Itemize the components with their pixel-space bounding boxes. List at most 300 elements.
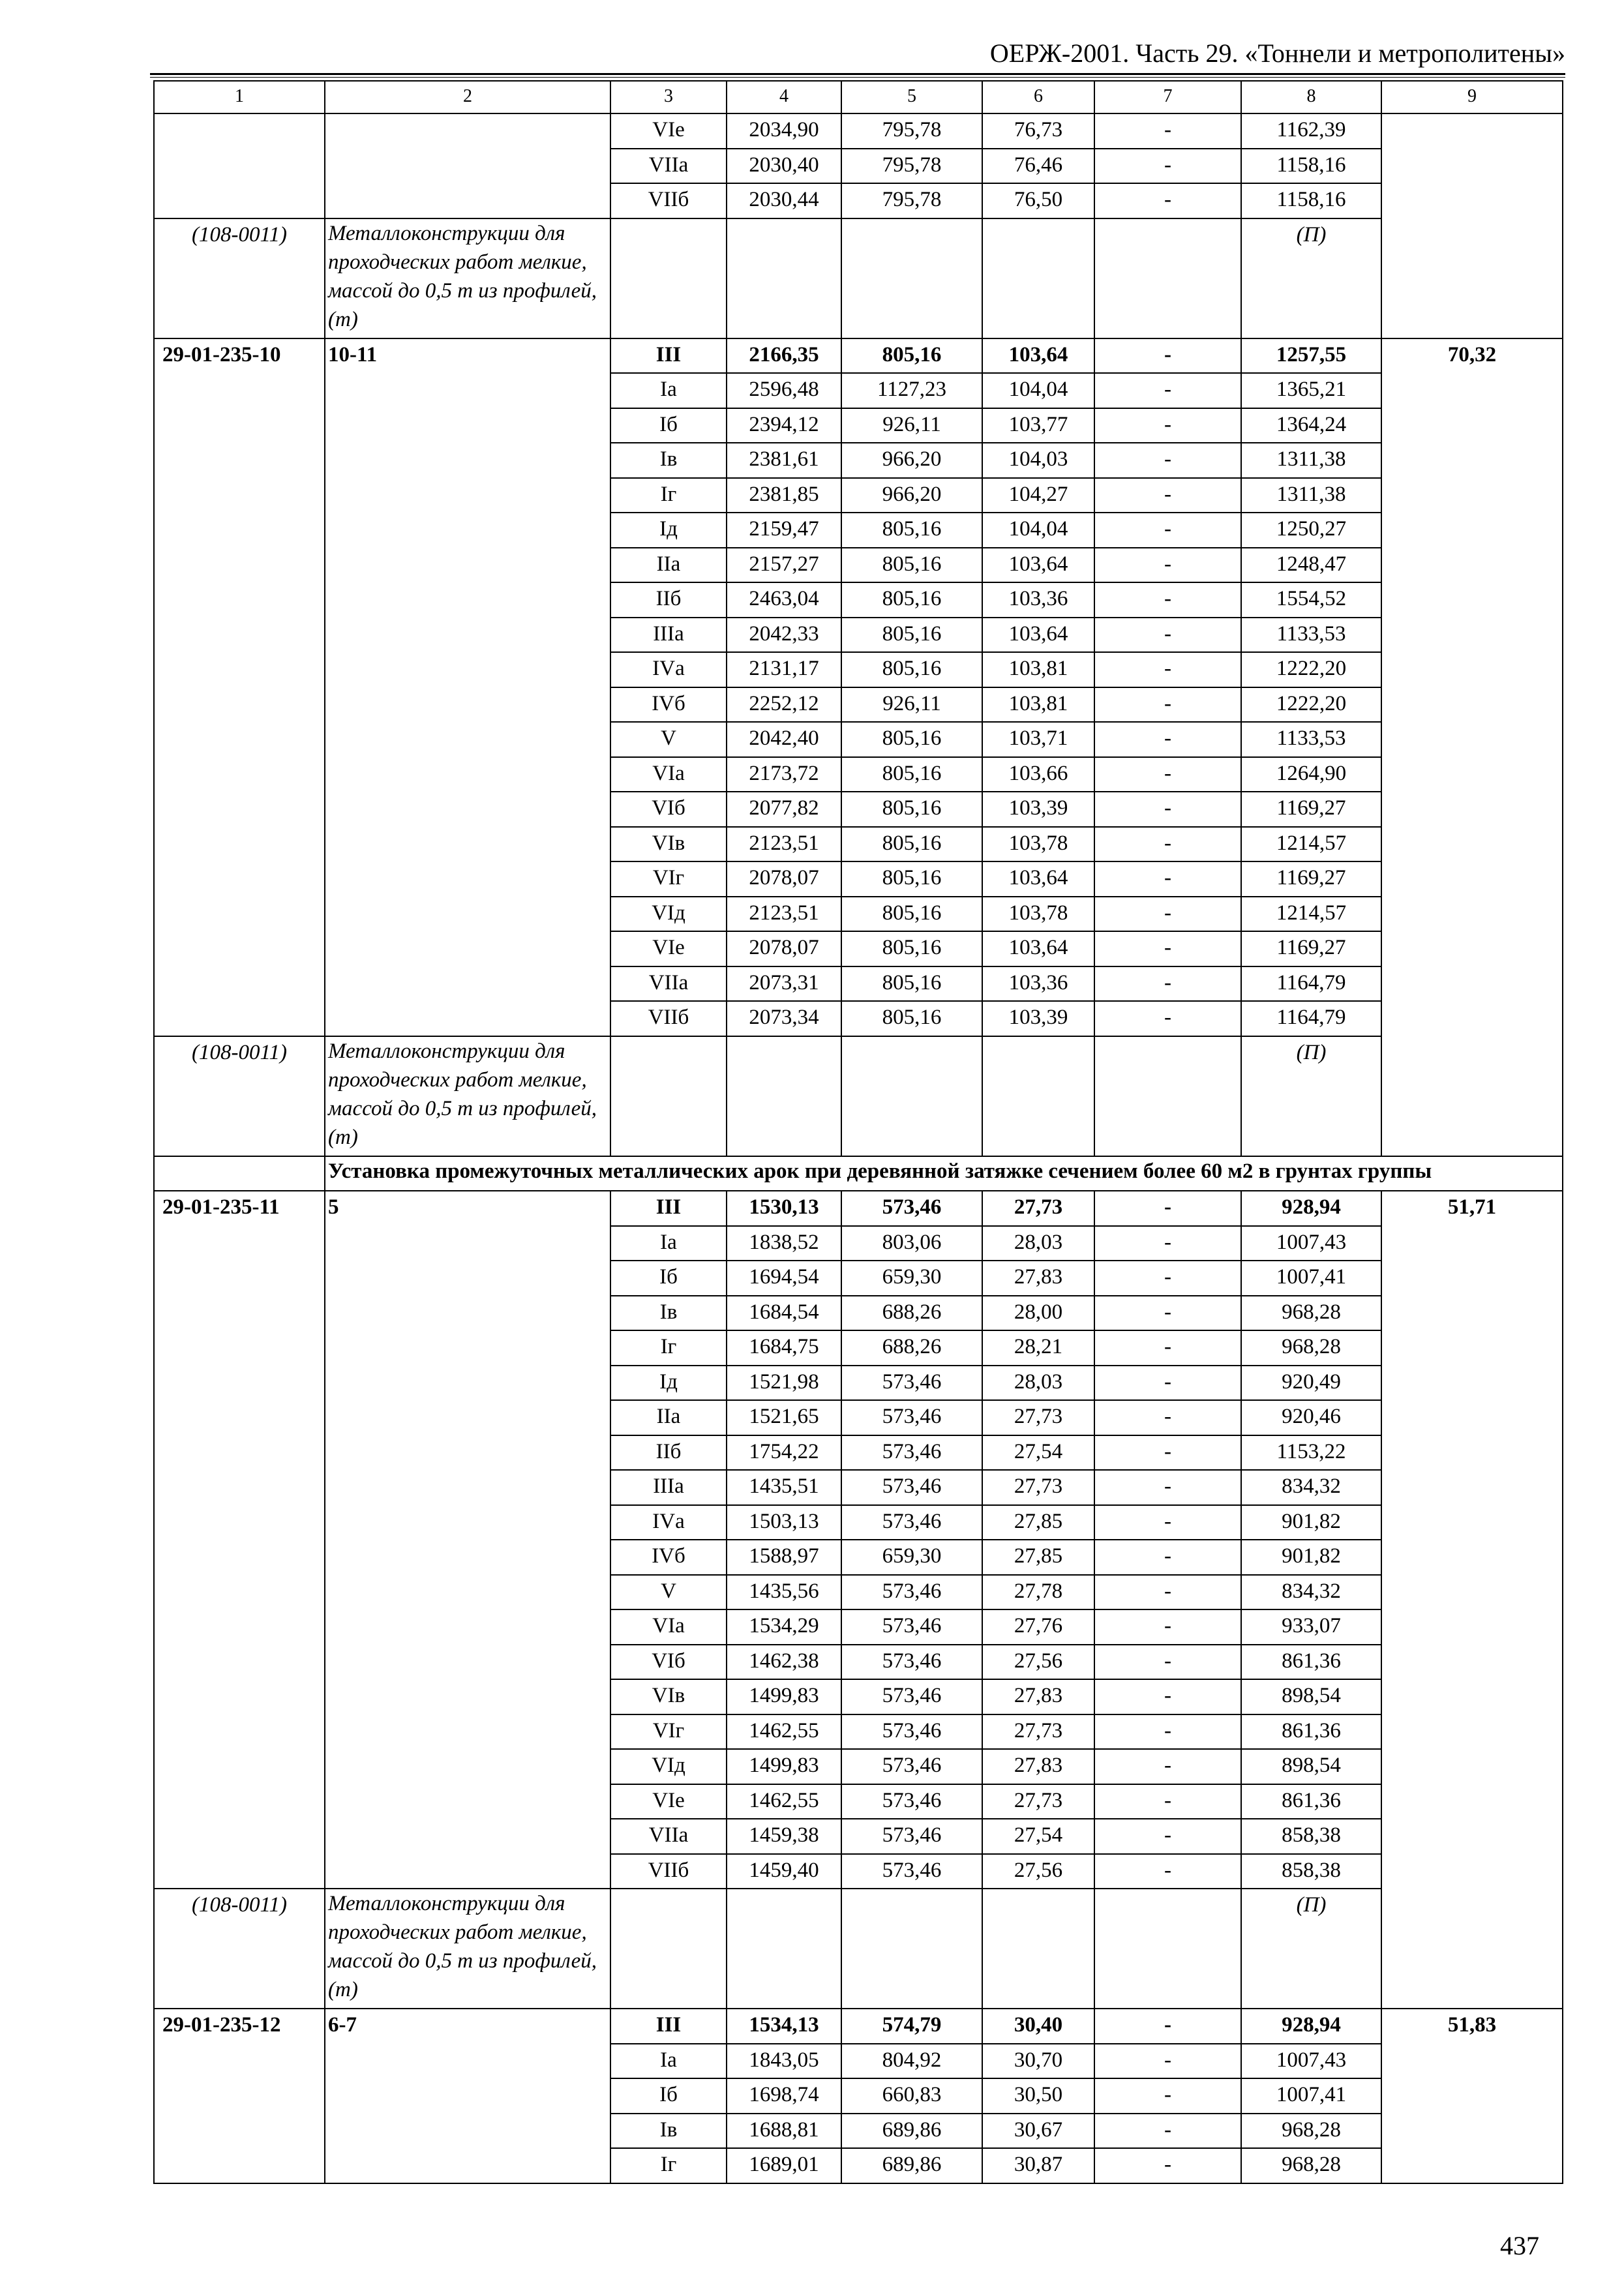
value-cell: 1843,05 bbox=[727, 2044, 841, 2079]
soil-group-cell: 10-11 bbox=[325, 338, 610, 1036]
value-cell: - bbox=[1094, 2114, 1241, 2149]
value-cell: 1459,40 bbox=[727, 1854, 841, 1889]
value-cell: 1250,27 bbox=[1241, 513, 1381, 548]
soil-group-cell bbox=[325, 113, 610, 218]
value-cell: 573,46 bbox=[841, 1400, 982, 1435]
value-cell: 573,46 bbox=[841, 1819, 982, 1854]
value-cell: 30,40 bbox=[982, 2009, 1094, 2044]
value-cell: 103,36 bbox=[982, 582, 1094, 618]
resource-category: (П) bbox=[1241, 218, 1381, 338]
value-cell: 1499,83 bbox=[727, 1679, 841, 1714]
empty-cell bbox=[982, 1889, 1094, 2009]
value-cell: - bbox=[1094, 582, 1241, 618]
value-cell: 1007,43 bbox=[1241, 2044, 1381, 2079]
value-cell: 805,16 bbox=[841, 1001, 982, 1036]
value-cell: 30,67 bbox=[982, 2114, 1094, 2149]
value-cell: 1127,23 bbox=[841, 373, 982, 408]
empty-cell bbox=[982, 218, 1094, 338]
value-cell: 28,03 bbox=[982, 1366, 1094, 1401]
value-cell: 2077,82 bbox=[727, 792, 841, 827]
header-rule bbox=[150, 73, 1565, 75]
value-cell: 27,73 bbox=[982, 1400, 1094, 1435]
value-cell: - bbox=[1094, 1714, 1241, 1750]
value-cell: - bbox=[1094, 1001, 1241, 1036]
value-cell: 805,16 bbox=[841, 792, 982, 827]
value-cell: 27,83 bbox=[982, 1679, 1094, 1714]
value-cell: 2463,04 bbox=[727, 582, 841, 618]
header-rule-thin bbox=[150, 77, 1565, 78]
col9-cell: 51,83 bbox=[1381, 2009, 1563, 2183]
value-cell: VIд bbox=[610, 1749, 727, 1784]
value-cell: 2030,44 bbox=[727, 183, 841, 218]
value-cell: - bbox=[1094, 687, 1241, 723]
resource-code: (108-0011) bbox=[154, 1889, 325, 2009]
value-cell: 795,78 bbox=[841, 113, 982, 149]
value-cell: 1214,57 bbox=[1241, 827, 1381, 862]
value-cell: 573,46 bbox=[841, 1749, 982, 1784]
value-cell: 2131,17 bbox=[727, 652, 841, 687]
value-cell: 573,46 bbox=[841, 1609, 982, 1645]
value-cell: 28,00 bbox=[982, 1296, 1094, 1331]
section-title-spacer bbox=[154, 1156, 325, 1191]
resource-note-row bbox=[154, 1036, 1563, 1156]
value-cell: - bbox=[1094, 548, 1241, 583]
resource-category: (П) bbox=[1241, 1889, 1381, 2009]
value-cell: - bbox=[1094, 1400, 1241, 1435]
value-cell: - bbox=[1094, 2078, 1241, 2114]
value-cell: - bbox=[1094, 1749, 1241, 1784]
value-cell: Iб bbox=[610, 1261, 727, 1296]
value-cell: 2034,90 bbox=[727, 113, 841, 149]
resource-note-row bbox=[154, 1889, 1563, 2009]
value-cell: - bbox=[1094, 931, 1241, 966]
value-cell: 2381,85 bbox=[727, 478, 841, 513]
value-cell: 573,46 bbox=[841, 1575, 982, 1610]
column-number: 7 bbox=[1094, 81, 1241, 113]
value-cell: - bbox=[1094, 2044, 1241, 2079]
value-cell: IIIа bbox=[610, 1470, 727, 1505]
value-cell: 30,87 bbox=[982, 2148, 1094, 2183]
value-cell: - bbox=[1094, 1261, 1241, 1296]
value-cell: IIб bbox=[610, 582, 727, 618]
value-cell: 968,28 bbox=[1241, 1330, 1381, 1366]
value-cell: 1169,27 bbox=[1241, 931, 1381, 966]
value-cell: 30,50 bbox=[982, 2078, 1094, 2114]
value-cell: 1153,22 bbox=[1241, 1435, 1381, 1471]
value-cell: 804,92 bbox=[841, 2044, 982, 2079]
value-cell: 858,38 bbox=[1241, 1819, 1381, 1854]
value-cell: Iа bbox=[610, 1226, 727, 1261]
value-cell: 805,16 bbox=[841, 618, 982, 653]
value-cell: 898,54 bbox=[1241, 1679, 1381, 1714]
value-cell: VIа bbox=[610, 757, 727, 792]
value-cell: 805,16 bbox=[841, 757, 982, 792]
value-cell: - bbox=[1094, 183, 1241, 218]
value-cell: 688,26 bbox=[841, 1330, 982, 1366]
value-cell: 573,46 bbox=[841, 1645, 982, 1680]
resource-description: Металлоконструкции для проходческих работ мелкие, массой до 0,5 т из профилей, (т) bbox=[325, 218, 610, 338]
value-cell: 30,70 bbox=[982, 2044, 1094, 2079]
value-cell: 27,83 bbox=[982, 1261, 1094, 1296]
value-cell: 2159,47 bbox=[727, 513, 841, 548]
value-cell: 1459,38 bbox=[727, 1819, 841, 1854]
value-cell: 2166,35 bbox=[727, 338, 841, 374]
soil-group-cell: 6-7 bbox=[325, 2009, 610, 2183]
value-cell: 103,78 bbox=[982, 827, 1094, 862]
value-cell: 861,36 bbox=[1241, 1784, 1381, 1819]
value-cell: 861,36 bbox=[1241, 1645, 1381, 1680]
value-cell: 2157,27 bbox=[727, 548, 841, 583]
value-cell: 805,16 bbox=[841, 827, 982, 862]
column-number: 1 bbox=[154, 81, 325, 113]
value-cell: 27,54 bbox=[982, 1819, 1094, 1854]
empty-cell bbox=[982, 1036, 1094, 1156]
value-cell: V bbox=[610, 1575, 727, 1610]
value-cell: 1169,27 bbox=[1241, 792, 1381, 827]
value-cell: 1164,79 bbox=[1241, 1001, 1381, 1036]
resource-note-row bbox=[154, 218, 1563, 338]
value-cell: III bbox=[610, 338, 727, 374]
value-cell: 2042,40 bbox=[727, 722, 841, 757]
empty-cell bbox=[610, 1036, 727, 1156]
value-cell: 805,16 bbox=[841, 548, 982, 583]
value-cell: 968,28 bbox=[1241, 2148, 1381, 2183]
value-cell: 1684,54 bbox=[727, 1296, 841, 1331]
value-cell: 1248,47 bbox=[1241, 548, 1381, 583]
value-cell: 2123,51 bbox=[727, 897, 841, 932]
value-cell: 834,32 bbox=[1241, 1575, 1381, 1610]
value-cell: V bbox=[610, 722, 727, 757]
value-cell: 103,81 bbox=[982, 687, 1094, 723]
value-cell: 926,11 bbox=[841, 408, 982, 443]
value-cell: VIе bbox=[610, 1784, 727, 1819]
resource-code: (108-0011) bbox=[154, 1036, 325, 1156]
col9-cell bbox=[1381, 113, 1563, 338]
value-cell: VIе bbox=[610, 113, 727, 149]
table-row bbox=[154, 1191, 1563, 1226]
resource-description: Металлоконструкции для проходческих работ мелкие, массой до 0,5 т из профилей, (т) bbox=[325, 1889, 610, 2009]
value-cell: 689,86 bbox=[841, 2148, 982, 2183]
value-cell: - bbox=[1094, 861, 1241, 897]
value-cell: VIв bbox=[610, 827, 727, 862]
empty-cell bbox=[610, 218, 727, 338]
value-cell: - bbox=[1094, 1226, 1241, 1261]
value-cell: 805,16 bbox=[841, 652, 982, 687]
value-cell: 1698,74 bbox=[727, 2078, 841, 2114]
value-cell: 1754,22 bbox=[727, 1435, 841, 1471]
value-cell: Iа bbox=[610, 2044, 727, 2079]
value-cell: 898,54 bbox=[1241, 1749, 1381, 1784]
value-cell: 103,64 bbox=[982, 861, 1094, 897]
value-cell: - bbox=[1094, 408, 1241, 443]
value-cell: 795,78 bbox=[841, 183, 982, 218]
value-cell: 1435,56 bbox=[727, 1575, 841, 1610]
value-cell: - bbox=[1094, 1296, 1241, 1331]
value-cell: 1222,20 bbox=[1241, 687, 1381, 723]
value-cell: 1133,53 bbox=[1241, 722, 1381, 757]
value-cell: III bbox=[610, 1191, 727, 1226]
value-cell: 1158,16 bbox=[1241, 149, 1381, 184]
value-cell: III bbox=[610, 2009, 727, 2044]
value-cell: 2596,48 bbox=[727, 373, 841, 408]
value-cell: - bbox=[1094, 1505, 1241, 1540]
value-cell: VIIа bbox=[610, 966, 727, 1002]
value-cell: 103,64 bbox=[982, 548, 1094, 583]
value-cell: 573,46 bbox=[841, 1714, 982, 1750]
value-cell: 2123,51 bbox=[727, 827, 841, 862]
value-cell: - bbox=[1094, 1645, 1241, 1680]
value-cell: 803,06 bbox=[841, 1226, 982, 1261]
value-cell: - bbox=[1094, 1435, 1241, 1471]
value-cell: - bbox=[1094, 1470, 1241, 1505]
value-cell: 1462,55 bbox=[727, 1784, 841, 1819]
value-cell: 928,94 bbox=[1241, 1191, 1381, 1226]
section-title: Установка промежуточных металлических арок при деревянной затяжке сечением более 60 м2 в грунтах группы bbox=[325, 1156, 1563, 1191]
value-cell: 27,76 bbox=[982, 1609, 1094, 1645]
value-cell: 920,49 bbox=[1241, 1366, 1381, 1401]
empty-cell bbox=[1094, 1036, 1241, 1156]
value-cell: 1462,55 bbox=[727, 1714, 841, 1750]
value-cell: 2252,12 bbox=[727, 687, 841, 723]
rate-code-cell: 29-01-235-12 bbox=[154, 2009, 325, 2183]
value-cell: 27,78 bbox=[982, 1575, 1094, 1610]
value-cell: - bbox=[1094, 113, 1241, 149]
value-cell: 1365,21 bbox=[1241, 373, 1381, 408]
value-cell: 27,54 bbox=[982, 1435, 1094, 1471]
value-cell: 2030,40 bbox=[727, 149, 841, 184]
value-cell: 1222,20 bbox=[1241, 652, 1381, 687]
value-cell: IIа bbox=[610, 548, 727, 583]
value-cell: Iг bbox=[610, 478, 727, 513]
soil-group-cell: 5 bbox=[325, 1191, 610, 1889]
value-cell: 805,16 bbox=[841, 582, 982, 618]
value-cell: 104,04 bbox=[982, 373, 1094, 408]
value-cell: - bbox=[1094, 1854, 1241, 1889]
value-cell: Iа bbox=[610, 373, 727, 408]
value-cell: 103,64 bbox=[982, 618, 1094, 653]
value-cell: 573,46 bbox=[841, 1191, 982, 1226]
value-cell: - bbox=[1094, 1366, 1241, 1401]
value-cell: 1169,27 bbox=[1241, 861, 1381, 897]
section-title-row bbox=[154, 1156, 1563, 1191]
value-cell: 1164,79 bbox=[1241, 966, 1381, 1002]
value-cell: 659,30 bbox=[841, 1261, 982, 1296]
empty-cell bbox=[727, 218, 841, 338]
value-cell: 573,46 bbox=[841, 1784, 982, 1819]
value-cell: 933,07 bbox=[1241, 1609, 1381, 1645]
value-cell: 1264,90 bbox=[1241, 757, 1381, 792]
value-cell: 1534,13 bbox=[727, 2009, 841, 2044]
value-cell: 659,30 bbox=[841, 1540, 982, 1575]
value-cell: 968,28 bbox=[1241, 1296, 1381, 1331]
value-cell: - bbox=[1094, 373, 1241, 408]
resource-category: (П) bbox=[1241, 1036, 1381, 1156]
value-cell: VIIб bbox=[610, 183, 727, 218]
value-cell: - bbox=[1094, 966, 1241, 1002]
resource-description: Металлоконструкции для проходческих работ мелкие, массой до 0,5 т из профилей, (т) bbox=[325, 1036, 610, 1156]
column-number: 2 bbox=[325, 81, 610, 113]
value-cell: 27,73 bbox=[982, 1470, 1094, 1505]
value-cell: IVб bbox=[610, 687, 727, 723]
value-cell: 688,26 bbox=[841, 1296, 982, 1331]
value-cell: 104,27 bbox=[982, 478, 1094, 513]
value-cell: 2078,07 bbox=[727, 861, 841, 897]
value-cell: 1364,24 bbox=[1241, 408, 1381, 443]
value-cell: - bbox=[1094, 757, 1241, 792]
value-cell: 660,83 bbox=[841, 2078, 982, 2114]
value-cell: 968,28 bbox=[1241, 2114, 1381, 2149]
value-cell: 103,81 bbox=[982, 652, 1094, 687]
value-cell: 103,64 bbox=[982, 338, 1094, 374]
value-cell: - bbox=[1094, 513, 1241, 548]
value-cell: Iб bbox=[610, 408, 727, 443]
value-cell: 27,73 bbox=[982, 1714, 1094, 1750]
value-cell: 103,66 bbox=[982, 757, 1094, 792]
value-cell: VIб bbox=[610, 792, 727, 827]
value-cell: - bbox=[1094, 2009, 1241, 2044]
value-cell: 689,86 bbox=[841, 2114, 982, 2149]
value-cell: - bbox=[1094, 1191, 1241, 1226]
resource-code: (108-0011) bbox=[154, 218, 325, 338]
value-cell: 1534,29 bbox=[727, 1609, 841, 1645]
value-cell: 1838,52 bbox=[727, 1226, 841, 1261]
value-cell: VIIа bbox=[610, 1819, 727, 1854]
value-cell: 574,79 bbox=[841, 2009, 982, 2044]
value-cell: VIд bbox=[610, 897, 727, 932]
value-cell: IIIа bbox=[610, 618, 727, 653]
value-cell: 1007,41 bbox=[1241, 1261, 1381, 1296]
value-cell: VIе bbox=[610, 931, 727, 966]
value-cell: 966,20 bbox=[841, 478, 982, 513]
value-cell: - bbox=[1094, 338, 1241, 374]
value-cell: 2394,12 bbox=[727, 408, 841, 443]
rate-code-cell bbox=[154, 113, 325, 218]
value-cell: VIIб bbox=[610, 1001, 727, 1036]
value-cell: 1521,98 bbox=[727, 1366, 841, 1401]
empty-cell bbox=[1094, 1889, 1241, 2009]
value-cell: 901,82 bbox=[1241, 1505, 1381, 1540]
empty-cell bbox=[841, 1036, 982, 1156]
value-cell: - bbox=[1094, 1819, 1241, 1854]
value-cell: Iб bbox=[610, 2078, 727, 2114]
value-cell: - bbox=[1094, 2148, 1241, 2183]
value-cell: - bbox=[1094, 1330, 1241, 1366]
value-cell: IVб bbox=[610, 1540, 727, 1575]
value-cell: VIIа bbox=[610, 149, 727, 184]
value-cell: VIа bbox=[610, 1609, 727, 1645]
value-cell: Iг bbox=[610, 2148, 727, 2183]
value-cell: 1162,39 bbox=[1241, 113, 1381, 149]
value-cell: 795,78 bbox=[841, 149, 982, 184]
value-cell: 104,03 bbox=[982, 443, 1094, 478]
value-cell: 103,78 bbox=[982, 897, 1094, 932]
value-cell: 805,16 bbox=[841, 513, 982, 548]
value-cell: 1435,51 bbox=[727, 1470, 841, 1505]
value-cell: 27,85 bbox=[982, 1540, 1094, 1575]
value-cell: 1311,38 bbox=[1241, 443, 1381, 478]
value-cell: 28,21 bbox=[982, 1330, 1094, 1366]
value-cell: - bbox=[1094, 792, 1241, 827]
value-cell: Iд bbox=[610, 513, 727, 548]
value-cell: 573,46 bbox=[841, 1854, 982, 1889]
value-cell: VIв bbox=[610, 1679, 727, 1714]
column-number: 4 bbox=[727, 81, 841, 113]
value-cell: 1684,75 bbox=[727, 1330, 841, 1366]
value-cell: Iв bbox=[610, 443, 727, 478]
value-cell: 27,83 bbox=[982, 1749, 1094, 1784]
empty-cell bbox=[1094, 218, 1241, 338]
table-row bbox=[154, 113, 1563, 149]
value-cell: 1133,53 bbox=[1241, 618, 1381, 653]
value-cell: - bbox=[1094, 652, 1241, 687]
value-cell: 834,32 bbox=[1241, 1470, 1381, 1505]
value-cell: 1694,54 bbox=[727, 1261, 841, 1296]
value-cell: 1257,55 bbox=[1241, 338, 1381, 374]
value-cell: 103,77 bbox=[982, 408, 1094, 443]
value-cell: - bbox=[1094, 722, 1241, 757]
value-cell: 1007,43 bbox=[1241, 1226, 1381, 1261]
value-cell: - bbox=[1094, 1609, 1241, 1645]
table-row bbox=[154, 2009, 1563, 2044]
value-cell: 1521,65 bbox=[727, 1400, 841, 1435]
value-cell: 1462,38 bbox=[727, 1645, 841, 1680]
value-cell: 2073,34 bbox=[727, 1001, 841, 1036]
value-cell: 966,20 bbox=[841, 443, 982, 478]
value-cell: IIб bbox=[610, 1435, 727, 1471]
value-cell: 1311,38 bbox=[1241, 478, 1381, 513]
value-cell: 805,16 bbox=[841, 338, 982, 374]
value-cell: - bbox=[1094, 827, 1241, 862]
running-header: ОЕРЖ-2001. Часть 29. «Тоннели и метрополитены» bbox=[989, 38, 1565, 68]
value-cell: 27,56 bbox=[982, 1645, 1094, 1680]
empty-cell bbox=[841, 218, 982, 338]
value-cell: 805,16 bbox=[841, 966, 982, 1002]
value-cell: 1214,57 bbox=[1241, 897, 1381, 932]
col9-cell: 51,71 bbox=[1381, 1191, 1563, 2009]
value-cell: - bbox=[1094, 1679, 1241, 1714]
column-number: 9 bbox=[1381, 81, 1563, 113]
value-cell: 805,16 bbox=[841, 861, 982, 897]
rate-code-cell: 29-01-235-10 bbox=[154, 338, 325, 1036]
value-cell: 805,16 bbox=[841, 897, 982, 932]
value-cell: 920,46 bbox=[1241, 1400, 1381, 1435]
value-cell: 27,73 bbox=[982, 1191, 1094, 1226]
empty-cell bbox=[610, 1889, 727, 2009]
value-cell: 1503,13 bbox=[727, 1505, 841, 1540]
table-row bbox=[154, 338, 1563, 374]
value-cell: Iд bbox=[610, 1366, 727, 1401]
value-cell: 1530,13 bbox=[727, 1191, 841, 1226]
column-number-row bbox=[154, 81, 1563, 113]
value-cell: 573,46 bbox=[841, 1470, 982, 1505]
value-cell: 573,46 bbox=[841, 1679, 982, 1714]
value-cell: 573,46 bbox=[841, 1435, 982, 1471]
value-cell: 1689,01 bbox=[727, 2148, 841, 2183]
value-cell: IIа bbox=[610, 1400, 727, 1435]
value-cell: - bbox=[1094, 618, 1241, 653]
value-cell: IVа bbox=[610, 652, 727, 687]
value-cell: 27,85 bbox=[982, 1505, 1094, 1540]
value-cell: 926,11 bbox=[841, 687, 982, 723]
value-cell: 103,64 bbox=[982, 931, 1094, 966]
column-number: 3 bbox=[610, 81, 727, 113]
value-cell: - bbox=[1094, 478, 1241, 513]
value-cell: 805,16 bbox=[841, 722, 982, 757]
column-number: 6 bbox=[982, 81, 1094, 113]
value-cell: 2381,61 bbox=[727, 443, 841, 478]
value-cell: VIб bbox=[610, 1645, 727, 1680]
value-cell: 901,82 bbox=[1241, 1540, 1381, 1575]
